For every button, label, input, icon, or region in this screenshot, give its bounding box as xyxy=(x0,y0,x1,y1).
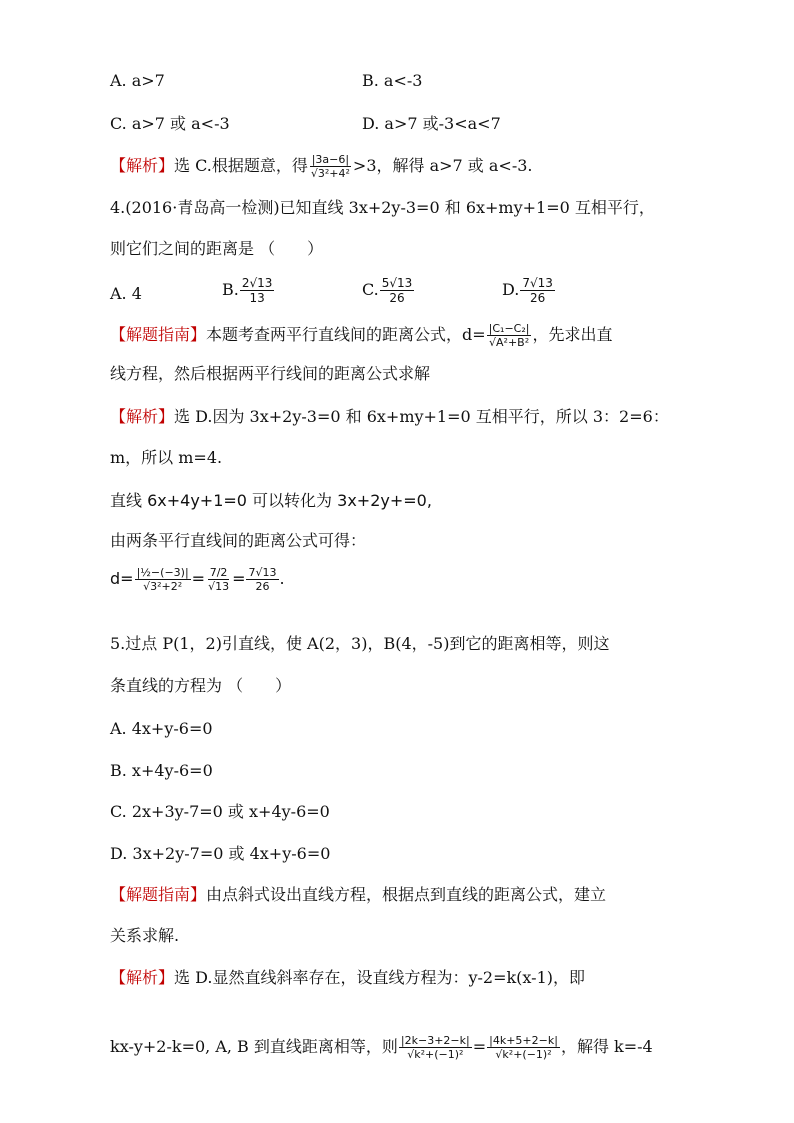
option-label: C. xyxy=(362,280,379,299)
q5-option-d: D. 3x+2y-7=0 或 4x+y-6=0 xyxy=(110,844,331,863)
option-label: B. xyxy=(222,280,239,299)
analysis-tag: 【解析】 xyxy=(110,968,175,987)
q4-analysis-line4: 由两条平行直线间的距离公式可得： xyxy=(110,531,367,550)
fraction-numerator: |2k−3+2−k| xyxy=(400,1034,470,1047)
analysis-text: kx-y+2-k=0, A, B 到直线距离相等，则 xyxy=(110,1037,398,1056)
q5-stem-line1: 5.过点 P(1，2)引直线，使 A(2，3)，B(4，-5)到它的距离相等，则这 xyxy=(110,634,610,653)
q4-distance-formula: d= $\frac{\text{|½−(−3)|}}{\text{√3²+2²}}$ = $\frac{7/2}{√13}$ = $\frac{7√13}{26}$ . xyxy=(110,566,285,593)
q4-option-a: A. 4 xyxy=(110,284,142,303)
fraction-numerator: 5√13 xyxy=(381,276,413,290)
q5-option-b: B. x+4y-6=0 xyxy=(110,761,213,780)
guide-tag: 【解题指南】 xyxy=(110,885,207,904)
fraction-denominator: √13 xyxy=(208,580,230,593)
q4-guide xyxy=(110,322,613,349)
q5-guide-line2: 关系求解. xyxy=(110,926,180,945)
q5-analysis-line2: kx-y+2-k=0, A, B 到直线距离相等，则 $\frac{|2k-3+2-k|}{\text{√k²+(−1)²}}$ = $\frac{|4k+5+2-k|}{\text{√k²+(−1)²}}$ ，解得 k=-4 xyxy=(110,1034,653,1061)
fraction-denominator: 26 xyxy=(255,580,270,593)
d-label: d= xyxy=(110,569,134,588)
fraction-numerator: 2√13 xyxy=(241,276,273,290)
q3-option-a: A. a>7 xyxy=(110,71,165,90)
q4-guide-line2: 线方程，然后根据两平行线间的距离公式求解 xyxy=(110,364,431,383)
analysis-text-end: ，解得 k=-4 xyxy=(560,1037,653,1056)
fraction-numerator: |½−(−3)| xyxy=(136,566,189,579)
guide-text: 由点斜式设出直线方程，根据点到直线的距离公式，建立 xyxy=(206,885,607,904)
q3-option-c: C. a>7 或 a<-3 xyxy=(110,114,230,133)
analysis-fraction-2 xyxy=(487,1034,560,1061)
q3-option-b: B. a<-3 xyxy=(362,71,423,90)
analysis-tag: 【解析】 xyxy=(110,407,175,426)
q4-stem-line1: 4.(2016·青岛高一检测)已知直线 3x+2y-3=0 和 6x+my+1=0 互相平行， xyxy=(110,198,655,217)
guide-text-end: ，先求出直 xyxy=(532,325,613,344)
d-fraction-2 xyxy=(206,566,231,593)
d-fraction-1 xyxy=(135,566,191,593)
q3-analysis xyxy=(110,153,533,180)
analysis-text: 选 D.显然直线斜率存在，设直线方程为：y-2=k(x-1)，即 xyxy=(174,968,585,987)
q4-option-c xyxy=(362,276,415,305)
option-fraction xyxy=(520,276,555,305)
guide-text: 本题考查两平行直线间的距离公式，d= xyxy=(206,325,486,344)
d-fraction-3 xyxy=(246,566,278,593)
fraction-numerator: |C₁−C₂| xyxy=(488,322,530,335)
q4-stem-line2: 则它们之间的距离是 （ ） xyxy=(110,239,324,258)
fraction-numerator: 7√13 xyxy=(522,276,553,290)
q5-guide xyxy=(110,884,606,906)
fraction-numerator: 7√13 xyxy=(248,566,277,579)
q5-option-a: A. 4x+y-6=0 xyxy=(110,719,213,738)
analysis-text: 选 D.因为 3x+2y-3=0 和 6x+my+1=0 互相平行，所以 3：2=6： xyxy=(174,407,669,426)
q4-option-d xyxy=(502,276,556,305)
fraction-numerator: |4k+5+2−k| xyxy=(489,1034,558,1047)
q5-analysis-line1 xyxy=(110,967,585,989)
q5-option-c: C. 2x+3y-7=0 或 x+4y-6=0 xyxy=(110,802,330,821)
analysis-fraction-1 xyxy=(399,1034,472,1061)
fraction-numerator: |3a−6| xyxy=(311,153,350,166)
q5-stem-line2: 条直线的方程为 （ ） xyxy=(110,676,292,695)
fraction-denominator: √3²+4² xyxy=(310,167,350,180)
fraction-denominator: √k²+(−1)² xyxy=(495,1048,552,1061)
q4-option-b xyxy=(222,276,275,305)
analysis-text-end: >3，解得 a>7 或 a<-3. xyxy=(352,156,533,175)
analysis-tag: 【解析】 xyxy=(110,156,175,175)
fraction-denominator: √3²+2² xyxy=(143,580,183,593)
fraction-denominator: √A²+B² xyxy=(489,336,530,349)
fraction-denominator: 13 xyxy=(249,291,265,305)
q4-analysis-line3: 直线 6x+4y+1=0 可以转化为 3x+2y+=0, xyxy=(110,491,432,510)
q4-analysis-line2: m，所以 m=4. xyxy=(110,448,223,467)
guide-fraction xyxy=(487,322,532,349)
option-fraction xyxy=(380,276,415,305)
fraction-denominator: √k²+(−1)² xyxy=(407,1048,464,1061)
analysis-fraction xyxy=(309,153,352,180)
fraction-numerator: 7/2 xyxy=(209,566,228,579)
analysis-text: 选 C.根据题意，得 xyxy=(174,156,308,175)
d-end: . xyxy=(279,569,285,588)
guide-tag: 【解题指南】 xyxy=(110,325,207,344)
q4-analysis-line1 xyxy=(110,406,669,428)
fraction-denominator: 26 xyxy=(389,291,405,305)
option-fraction xyxy=(240,276,275,305)
fraction-denominator: 26 xyxy=(529,291,546,305)
q3-option-d: D. a>7 或-3<a<7 xyxy=(362,114,501,133)
option-label: D. xyxy=(502,280,520,299)
